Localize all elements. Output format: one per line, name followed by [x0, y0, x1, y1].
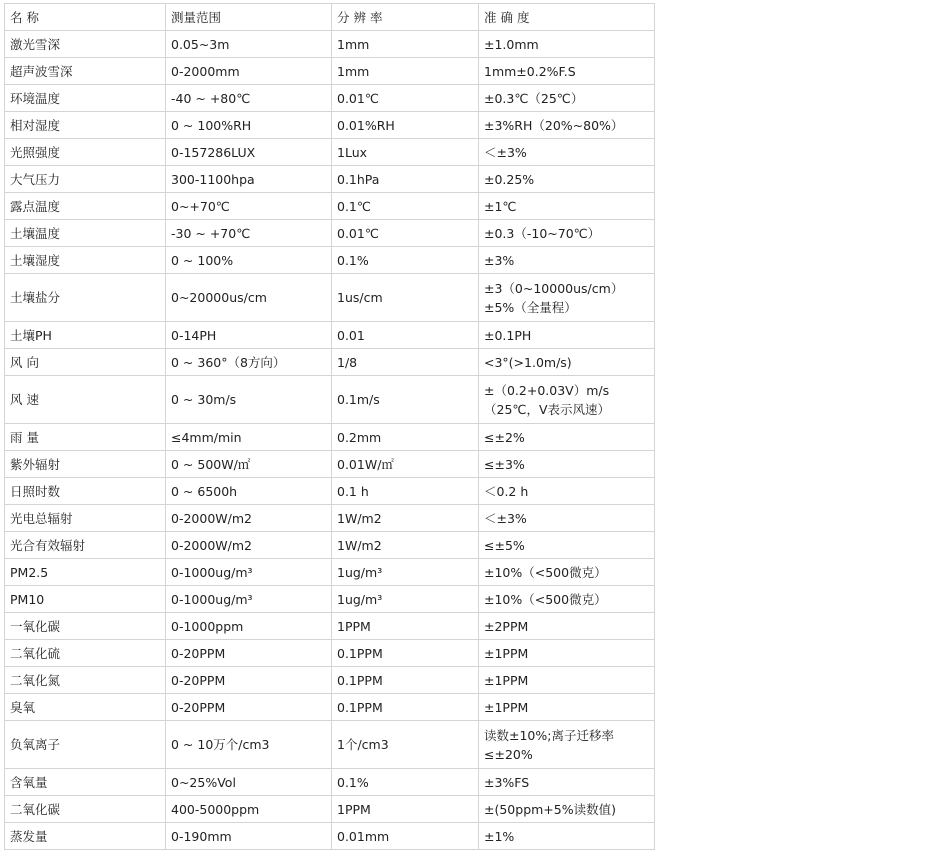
cell-resolution: 1mm	[332, 58, 479, 85]
cell-range: 0 ~ 360°（8方向）	[166, 349, 332, 376]
table-row	[5, 796, 655, 823]
cell-name: 土壤盐分	[5, 274, 166, 322]
cell-name: 风 速	[5, 376, 166, 424]
cell-name: 二氧化硫	[5, 640, 166, 667]
cell-range: 0-157286LUX	[166, 139, 332, 166]
cell-resolution: 1W/m2	[332, 505, 479, 532]
accuracy-line: ±（0.2+0.03V）m/s	[484, 382, 610, 398]
cell-accuracy	[479, 478, 655, 505]
table-row	[5, 532, 655, 559]
cell-name: 相对湿度	[5, 112, 166, 139]
cell-accuracy	[479, 166, 655, 193]
cell-name: 一氧化碳	[5, 613, 166, 640]
cell-accuracy	[479, 247, 655, 274]
accuracy-line: ±10%（<500微克）	[484, 591, 607, 607]
table-row	[5, 112, 655, 139]
cell-resolution: 1us/cm	[332, 274, 479, 322]
cell-range: 0 ~ 6500h	[166, 478, 332, 505]
cell-resolution: 0.01W/㎡	[332, 451, 479, 478]
cell-accuracy	[479, 376, 655, 424]
table-row	[5, 667, 655, 694]
accuracy-line: ±1%	[484, 828, 515, 844]
accuracy-line: ±3（0~10000us/cm）	[484, 280, 624, 296]
header-resolution: 分 辨 率	[332, 4, 479, 31]
cell-resolution: 0.1hPa	[332, 166, 479, 193]
accuracy-line: ＜±3%	[484, 144, 527, 160]
accuracy-line: ±5%（全量程）	[484, 299, 577, 315]
header-name: 名 称	[5, 4, 166, 31]
table-row	[5, 640, 655, 667]
table-row	[5, 166, 655, 193]
table-row	[5, 376, 655, 424]
cell-name: 负氧离子	[5, 721, 166, 769]
cell-range: 0-20PPM	[166, 694, 332, 721]
cell-resolution: 1PPM	[332, 613, 479, 640]
cell-resolution: 0.01mm	[332, 823, 479, 850]
cell-name: 超声波雪深	[5, 58, 166, 85]
cell-range: 0-1000ug/m³	[166, 586, 332, 613]
cell-range: 0~20000us/cm	[166, 274, 332, 322]
cell-resolution: 0.1%	[332, 247, 479, 274]
cell-resolution: 0.1 h	[332, 478, 479, 505]
cell-resolution: 1PPM	[332, 796, 479, 823]
cell-range: 0-2000W/m2	[166, 505, 332, 532]
cell-accuracy	[479, 220, 655, 247]
cell-name: 风 向	[5, 349, 166, 376]
cell-name: 露点温度	[5, 193, 166, 220]
accuracy-line: ±1PPM	[484, 645, 529, 661]
header-accuracy: 准 确 度	[479, 4, 655, 31]
cell-resolution: 0.1PPM	[332, 694, 479, 721]
cell-accuracy	[479, 112, 655, 139]
cell-resolution: 1ug/m³	[332, 586, 479, 613]
cell-range: 0-20PPM	[166, 667, 332, 694]
accuracy-line: 读数±10%;离子迁移率	[484, 727, 614, 743]
table-row	[5, 505, 655, 532]
cell-accuracy	[479, 721, 655, 769]
table-row	[5, 139, 655, 166]
cell-resolution: 0.1PPM	[332, 640, 479, 667]
cell-name: 激光雪深	[5, 31, 166, 58]
cell-resolution: 0.01	[332, 322, 479, 349]
accuracy-line: ＜0.2 h	[484, 483, 529, 499]
cell-accuracy	[479, 58, 655, 85]
spec-table-body	[5, 4, 655, 850]
cell-range: ≤4mm/min	[166, 424, 332, 451]
cell-name: 土壤温度	[5, 220, 166, 247]
table-row	[5, 220, 655, 247]
cell-range: 0 ~ 100%	[166, 247, 332, 274]
cell-resolution: 1/8	[332, 349, 479, 376]
accuracy-line: （25℃，V表示风速）	[484, 401, 610, 417]
cell-accuracy	[479, 586, 655, 613]
table-row	[5, 322, 655, 349]
cell-resolution: 1mm	[332, 31, 479, 58]
cell-name: 含氧量	[5, 769, 166, 796]
cell-accuracy	[479, 667, 655, 694]
cell-name: PM2.5	[5, 559, 166, 586]
table-row	[5, 31, 655, 58]
accuracy-line: ≤±3%	[484, 456, 525, 472]
cell-range: 0-1000ug/m³	[166, 559, 332, 586]
accuracy-line: ±1.0mm	[484, 36, 539, 52]
cell-range: 400-5000ppm	[166, 796, 332, 823]
cell-name: 环境温度	[5, 85, 166, 112]
table-row	[5, 478, 655, 505]
accuracy-line: <3°(>1.0m/s)	[484, 354, 572, 370]
accuracy-line: ±1PPM	[484, 672, 529, 688]
table-row	[5, 823, 655, 850]
cell-range: 0.05~3m	[166, 31, 332, 58]
cell-name: 紫外辐射	[5, 451, 166, 478]
header-row	[5, 4, 655, 31]
accuracy-line: ≤±20%	[484, 746, 533, 762]
spec-table	[4, 3, 655, 850]
cell-resolution: 0.1%	[332, 769, 479, 796]
cell-name: 土壤湿度	[5, 247, 166, 274]
table-row	[5, 85, 655, 112]
cell-accuracy	[479, 823, 655, 850]
cell-accuracy	[479, 31, 655, 58]
accuracy-line: ±0.1PH	[484, 327, 532, 343]
table-row	[5, 586, 655, 613]
cell-name: 光照强度	[5, 139, 166, 166]
cell-accuracy	[479, 322, 655, 349]
cell-accuracy	[479, 85, 655, 112]
table-row	[5, 769, 655, 796]
cell-range: 0 ~ 30m/s	[166, 376, 332, 424]
table-row	[5, 247, 655, 274]
cell-accuracy	[479, 505, 655, 532]
table-row	[5, 559, 655, 586]
header-range: 测量范围	[166, 4, 332, 31]
cell-range: -40 ~ +80℃	[166, 85, 332, 112]
cell-name: 大气压力	[5, 166, 166, 193]
cell-name: 光合有效辐射	[5, 532, 166, 559]
cell-accuracy	[479, 796, 655, 823]
cell-range: 0 ~ 10万个/cm3	[166, 721, 332, 769]
cell-range: 0-2000mm	[166, 58, 332, 85]
cell-resolution: 0.01%RH	[332, 112, 479, 139]
cell-resolution: 0.2mm	[332, 424, 479, 451]
cell-range: 0 ~ 500W/㎡	[166, 451, 332, 478]
table-row	[5, 424, 655, 451]
table-row	[5, 613, 655, 640]
accuracy-line: ±(50ppm+5%读数值)	[484, 801, 616, 817]
cell-name: 蒸发量	[5, 823, 166, 850]
cell-name: 日照时数	[5, 478, 166, 505]
cell-name: 雨 量	[5, 424, 166, 451]
table-row	[5, 193, 655, 220]
accuracy-line: ±3%	[484, 252, 515, 268]
table-row	[5, 694, 655, 721]
accuracy-line: ±2PPM	[484, 618, 529, 634]
table-row	[5, 451, 655, 478]
cell-resolution: 0.1℃	[332, 193, 479, 220]
cell-resolution: 0.1PPM	[332, 667, 479, 694]
cell-name: 光电总辐射	[5, 505, 166, 532]
cell-accuracy	[479, 559, 655, 586]
accuracy-line: ±3%FS	[484, 774, 530, 790]
accuracy-line: ±0.25%	[484, 171, 535, 187]
accuracy-line: 1mm±0.2%F.S	[484, 63, 576, 79]
cell-accuracy	[479, 451, 655, 478]
cell-accuracy	[479, 274, 655, 322]
cell-name: 二氧化氮	[5, 667, 166, 694]
cell-range: 0 ~ 100%RH	[166, 112, 332, 139]
cell-range: 300-1100hpa	[166, 166, 332, 193]
cell-resolution: 0.1m/s	[332, 376, 479, 424]
accuracy-line: ±0.3℃（25℃）	[484, 90, 584, 106]
cell-name: 土壤PH	[5, 322, 166, 349]
cell-accuracy	[479, 694, 655, 721]
cell-resolution: 0.01℃	[332, 85, 479, 112]
cell-range: 0-2000W/m2	[166, 532, 332, 559]
cell-resolution: 0.01℃	[332, 220, 479, 247]
cell-range: 0~+70℃	[166, 193, 332, 220]
accuracy-line: ±3%RH（20%~80%）	[484, 117, 624, 133]
cell-range: 0-20PPM	[166, 640, 332, 667]
cell-accuracy	[479, 532, 655, 559]
table-row	[5, 274, 655, 322]
table-row	[5, 721, 655, 769]
accuracy-line: ≤±2%	[484, 429, 525, 445]
cell-accuracy	[479, 769, 655, 796]
cell-range: 0-14PH	[166, 322, 332, 349]
accuracy-line: ±1℃	[484, 198, 517, 214]
cell-range: 0-1000ppm	[166, 613, 332, 640]
cell-name: 二氧化碳	[5, 796, 166, 823]
cell-resolution: 1W/m2	[332, 532, 479, 559]
cell-resolution: 1ug/m³	[332, 559, 479, 586]
cell-range: 0~25%Vol	[166, 769, 332, 796]
table-row	[5, 349, 655, 376]
cell-accuracy	[479, 640, 655, 667]
cell-name: 臭氧	[5, 694, 166, 721]
accuracy-line: ≤±5%	[484, 537, 525, 553]
cell-resolution: 1个/cm3	[332, 721, 479, 769]
cell-accuracy	[479, 613, 655, 640]
accuracy-line: ±10%（<500微克）	[484, 564, 607, 580]
cell-accuracy	[479, 349, 655, 376]
cell-accuracy	[479, 424, 655, 451]
cell-name: PM10	[5, 586, 166, 613]
cell-accuracy	[479, 193, 655, 220]
cell-range: -30 ~ +70℃	[166, 220, 332, 247]
cell-range: 0-190mm	[166, 823, 332, 850]
accuracy-line: ±0.3（-10~70℃）	[484, 225, 601, 241]
table-row	[5, 58, 655, 85]
cell-resolution: 1Lux	[332, 139, 479, 166]
accuracy-line: ＜±3%	[484, 510, 527, 526]
cell-accuracy	[479, 139, 655, 166]
accuracy-line: ±1PPM	[484, 699, 529, 715]
